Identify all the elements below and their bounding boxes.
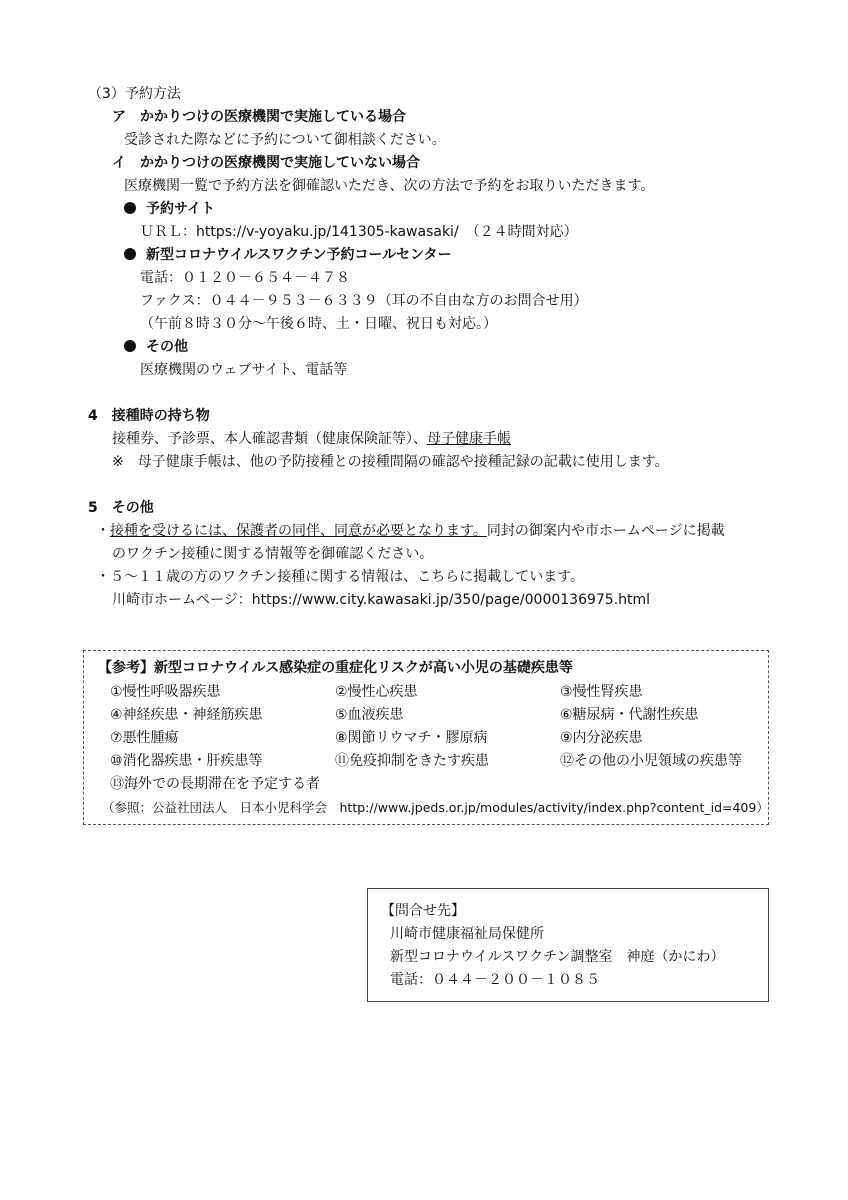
other-heading [124, 337, 188, 357]
site-heading [124, 199, 215, 219]
section3-a-text: 受診された際などに予約について御相談ください。 [124, 132, 446, 148]
bullet-icon [124, 248, 136, 260]
reference-item: ①慢性呼吸器疾患 [110, 684, 221, 700]
reference-title: 【参考】新型コロナウイルス感染症の重症化リスクが高い小児の基礎疾患等 [98, 660, 573, 676]
section5-line1-prefix: ・ [96, 523, 110, 539]
reference-item: ⑪免疫抑制をきたす疾患 [335, 753, 489, 769]
reference-item: ⑫その他の小児領域の疾患等 [560, 753, 742, 769]
section4-items [112, 429, 511, 449]
contact-dept: 新型コロナウイルスワクチン調整室 神庭（かにわ） [390, 949, 725, 965]
section5-heading: 5 その他 [88, 500, 154, 516]
section4-note: ※ 母子健康手帳は、他の予防接種との接種間隔の確認や接種記録の記載に使用します。 [112, 454, 669, 470]
reference-item: ②慢性心疾患 [335, 684, 418, 700]
other-text: 医療機関のウェブサイト、電話等 [140, 362, 348, 378]
reference-item: ⑤血液疾患 [335, 707, 404, 723]
section3-heading: （3）予約方法 [88, 86, 181, 102]
reference-box [83, 650, 769, 825]
site-title: 予約サイト [146, 201, 216, 217]
callcenter-title: 新型コロナウイルスワクチン予約コールセンター [146, 247, 452, 263]
reference-item: ⑦悪性腫瘍 [110, 730, 179, 746]
reference-item: ⑩消化器疾患・肝疾患等 [110, 753, 263, 769]
section5-line4[interactable]: 川崎市ホームページ：https://www.city.kawasaki.jp/350/page/0000136975.html [112, 592, 651, 608]
contact-org: 川崎市健康福祉局保健所 [390, 926, 544, 942]
section5-line3: ・５～１１歳の方のワクチン接種に関する情報は、こちらに掲載しています。 [96, 569, 585, 585]
callcenter-hours: （午前８時３０分～午後６時、土・日曜、祝日も対応。） [140, 316, 497, 332]
section5-line1 [96, 521, 725, 541]
contact-title: 【問合せ先】 [381, 903, 465, 919]
section4-items-prefix: 接種券、予診票、本人確認書類（健康保険証等）、 [112, 431, 427, 447]
other-title: その他 [146, 339, 188, 355]
callcenter-phone: 電話：０１２０－６５４－４７８ [140, 270, 350, 286]
section5-line1-underlined: 接種を受けるには、保護者の同伴、同意が必要となります。 [110, 523, 487, 539]
section3-b-title: イ かかりつけの医療機関で実施していない場合 [112, 155, 420, 171]
callcenter-fax: ファクス：０４４－９５３－６３３９（耳の不自由な方のお問合せ用） [140, 293, 588, 309]
callcenter-heading [124, 245, 452, 265]
reference-item: ③慢性腎疾患 [560, 684, 643, 700]
reference-item: ⑬海外での長期滞在を予定する者 [110, 776, 320, 792]
section4-heading: 4 接種時の持ち物 [88, 408, 210, 424]
reference-item: ⑨内分泌疾患 [560, 730, 643, 746]
section3-a-title: ア かかりつけの医療機関で実施している場合 [112, 109, 406, 125]
section5-line1-suffix: 同封の御案内や市ホームページに掲載 [486, 523, 725, 539]
reference-item: ⑥糖尿病・代謝性疾患 [560, 707, 699, 723]
contact-phone: 電話：０４４－２００－１０８５ [390, 972, 600, 988]
bullet-icon [124, 340, 136, 352]
reference-source: （参照：公益社団法人 日本小児科学会 http://www.jpeds.or.jp/modules/activity/index.php?content_id=409） [102, 800, 769, 815]
contact-box [367, 888, 769, 1002]
section5-line2: のワクチン接種に関する情報等を御確認ください。 [112, 546, 434, 562]
reference-item: ④神経疾患・神経筋疾患 [110, 707, 263, 723]
section4-items-underlined: 母子健康手帳 [427, 431, 511, 447]
section3-b-text: 医療機関一覧で予約方法を御確認いただき、次の方法で予約をお取りいただきます。 [124, 178, 655, 194]
site-url[interactable]: ＵＲＬ：https://v-yoyaku.jp/141305-kawasaki/ （２４時間対応） [140, 224, 578, 240]
bullet-icon [124, 202, 136, 214]
reference-item: ⑧関節リウマチ・膠原病 [335, 730, 488, 746]
